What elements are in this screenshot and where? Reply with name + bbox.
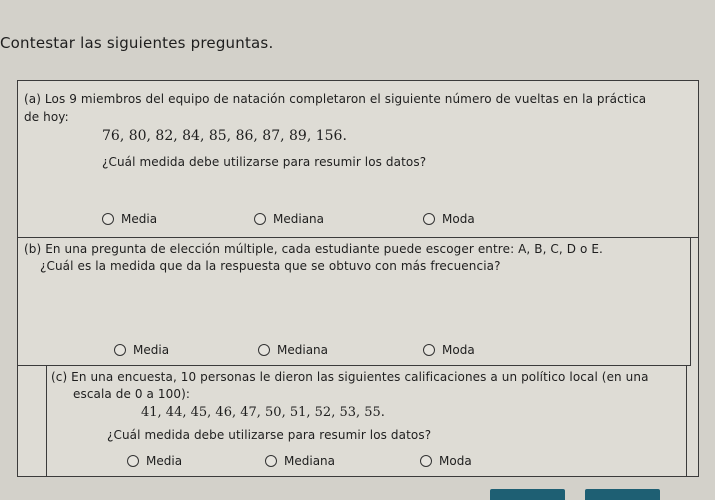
option-label: Moda [442, 212, 475, 226]
question-a-text-line2: de hoy: [24, 110, 69, 124]
question-a-data: 76, 80, 82, 84, 85, 86, 87, 89, 156. [102, 128, 347, 144]
question-b-option-media[interactable] [114, 343, 169, 357]
radio-button-icon[interactable] [258, 344, 270, 356]
question-a-option-media[interactable] [102, 212, 157, 226]
question-c-option-moda[interactable] [420, 454, 472, 468]
question-c-prompt: ¿Cuál medida debe utilizarse para resumir los datos? [107, 428, 432, 442]
question-c-option-media[interactable] [127, 454, 182, 468]
question-b [18, 238, 691, 366]
option-label: Mediana [284, 454, 335, 468]
question-c-text-line2: escala de 0 a 100): [73, 387, 191, 401]
radio-button-icon[interactable] [102, 213, 114, 225]
nav-button-right[interactable] [585, 489, 660, 500]
question-a [18, 81, 698, 238]
radio-button-icon[interactable] [423, 213, 435, 225]
question-a-prompt: ¿Cuál medida debe utilizarse para resumir los datos? [102, 155, 427, 169]
option-label: Mediana [273, 212, 324, 226]
option-label: Mediana [277, 343, 328, 357]
option-label: Media [133, 343, 170, 357]
nav-button-left[interactable] [490, 489, 565, 500]
page-title: Contestar las siguientes preguntas. [0, 34, 274, 52]
option-label: Media [146, 454, 183, 468]
question-b-option-moda[interactable] [423, 343, 475, 357]
question-b-prompt: ¿Cuál es la medida que da la respuesta que se obtuvo con más frecuencia? [40, 259, 501, 273]
option-label: Moda [442, 343, 475, 357]
question-a-option-mediana[interactable] [254, 212, 324, 226]
question-a-text-line1: (a) Los 9 miembros del equipo de natación completaron el siguiente número de vueltas en la práctica [24, 92, 647, 106]
question-c-data: 41, 44, 45, 46, 47, 50, 51, 52, 53, 55. [141, 405, 385, 420]
radio-button-icon[interactable] [114, 344, 126, 356]
option-label: Moda [439, 454, 472, 468]
question-b-option-mediana[interactable] [258, 343, 328, 357]
option-label: Media [121, 212, 158, 226]
question-c-text-line1: (c) En una encuesta, 10 personas le dieron las siguientes calificaciones a un político local (en una [51, 370, 649, 384]
radio-button-icon[interactable] [423, 344, 435, 356]
radio-button-icon[interactable] [265, 455, 277, 467]
radio-button-icon[interactable] [127, 455, 139, 467]
question-c [46, 366, 687, 476]
question-b-text-line1: (b) En una pregunta de elección múltiple, cada estudiante puede escoger entre: A, B, C, D o E. [24, 242, 603, 256]
question-box [17, 80, 699, 477]
question-a-option-moda[interactable] [423, 212, 475, 226]
radio-button-icon[interactable] [254, 213, 266, 225]
radio-button-icon[interactable] [420, 455, 432, 467]
question-c-option-mediana[interactable] [265, 454, 335, 468]
